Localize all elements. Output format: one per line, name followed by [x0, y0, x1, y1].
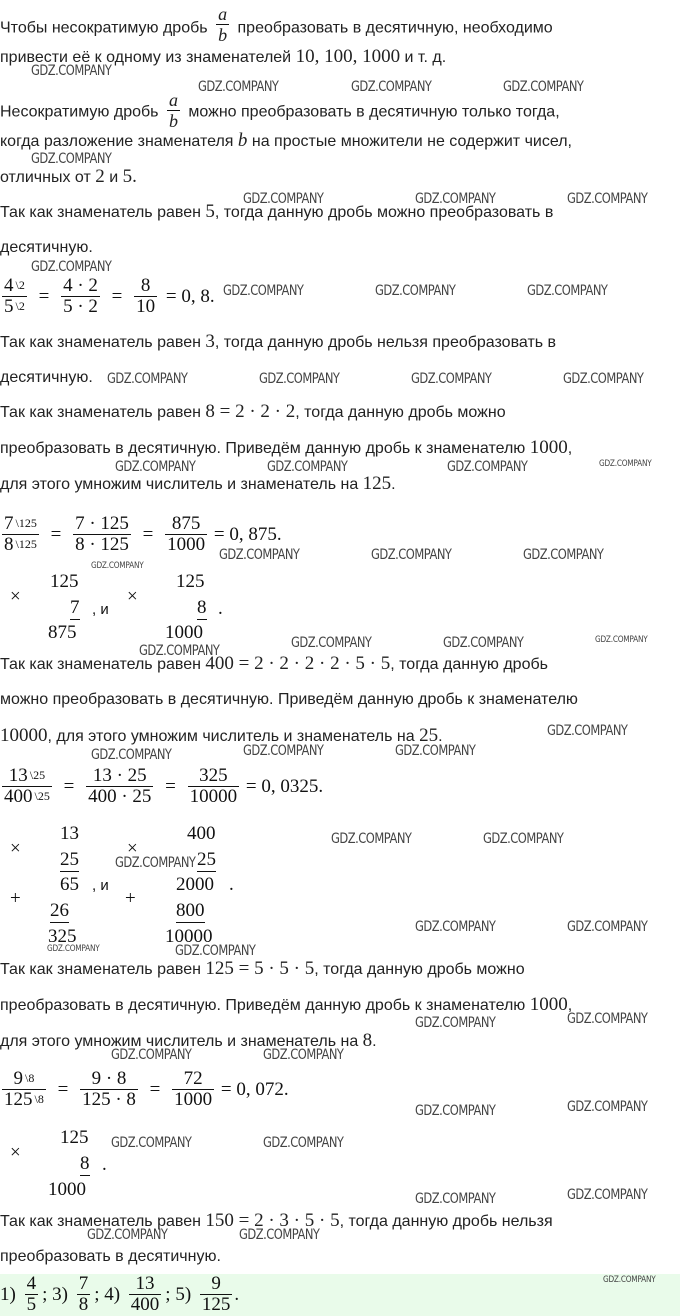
times-sign: × — [127, 838, 138, 859]
watermark: GDZ.COMPANY — [263, 1135, 344, 1151]
fraction — [172, 1069, 214, 1110]
text: , тогда данную дробь можно — [314, 961, 525, 978]
fraction — [2, 1069, 46, 1110]
value: 125 — [4, 1089, 33, 1110]
watermark: GDZ.COMPANY — [111, 1047, 192, 1063]
product: 1000 — [165, 622, 203, 643]
text: Так как знаменатель равен — [0, 1213, 201, 1230]
watermark: GDZ.COMPANY — [567, 1099, 648, 1115]
factor: 400 — [187, 823, 216, 844]
times-sign: × — [10, 1142, 21, 1163]
watermark: GDZ.COMPANY — [415, 1103, 496, 1119]
case4-line-2: можно преобразовать в десятичную. Приведём данную дробь к знаменателю — [0, 691, 578, 708]
watermark: GDZ.COMPANY — [443, 635, 524, 651]
text: можно преобразовать в десятичную только тогда, — [188, 103, 560, 121]
fraction — [2, 514, 39, 555]
factor: 8 — [80, 1153, 90, 1174]
plus-sign: + — [10, 888, 21, 909]
text: , тогда данную дробь можно преобразовать в — [214, 204, 554, 221]
multiplier: \125 — [15, 537, 37, 551]
watermark: GDZ.COMPANY — [411, 371, 492, 387]
intro-line-4 — [0, 131, 572, 152]
case5-line-2 — [0, 995, 572, 1016]
numerator: 875 — [171, 513, 201, 534]
text: Так как знаменатель равен — [0, 334, 201, 351]
watermark: GDZ.COMPANY — [503, 79, 584, 95]
factor: 125 — [50, 571, 79, 592]
times-sign: × — [10, 838, 21, 859]
numerator — [2, 276, 27, 296]
watermark: GDZ.COMPANY — [567, 919, 648, 935]
watermark: GDZ.COMPANY — [351, 79, 432, 95]
case3-line-3 — [0, 474, 396, 495]
multiplier: \8 — [34, 1092, 44, 1106]
text: , — [567, 440, 573, 457]
fraction — [61, 276, 100, 317]
denominator — [2, 786, 52, 807]
product: 875 — [48, 622, 77, 643]
result: = 0, 875. — [213, 523, 282, 545]
watermark: GDZ.COMPANY — [259, 371, 340, 387]
watermark: GDZ.COMPANY — [415, 1191, 496, 1207]
case3-line-2 — [0, 438, 572, 459]
math: 125 = 5 · 5 · 5 — [205, 958, 315, 979]
math: 400 = 2 · 2 · 2 · 2 · 5 · 5 — [205, 653, 391, 674]
numerator: 13 · 25 — [92, 765, 147, 786]
text: и — [109, 169, 119, 186]
item-number: ; 5) — [165, 1283, 192, 1305]
math: 125 — [362, 473, 392, 494]
text: , тогда данную дробь можно — [295, 404, 506, 421]
watermark: GDZ.COMPANY — [567, 191, 648, 207]
text: Чтобы несократимую дробь — [0, 19, 208, 37]
conjunction: , и — [92, 877, 109, 894]
watermark: GDZ.COMPANY — [567, 1187, 648, 1203]
fraction-a-over-b — [167, 90, 180, 131]
dot: . — [102, 1154, 107, 1175]
watermark: GDZ.COMPANY — [31, 63, 112, 79]
watermark: GDZ.COMPANY — [243, 191, 324, 207]
watermark: GDZ.COMPANY — [291, 635, 372, 651]
plus-sign: + — [125, 888, 136, 909]
product: 1000 — [48, 1179, 86, 1200]
watermark: GDZ.COMPANY — [111, 1135, 192, 1151]
math: 25 — [419, 725, 439, 746]
answer-box — [0, 1274, 680, 1316]
watermark: GDZ.COMPANY — [115, 459, 196, 475]
numerator: 325 — [199, 765, 228, 786]
product: 10000 — [165, 926, 213, 947]
denominator: 8 — [78, 1294, 89, 1315]
denominator — [2, 1089, 46, 1110]
partial-product: 65 — [60, 874, 79, 895]
text: , тогда данную дробь нельзя — [339, 1213, 553, 1230]
fraction — [86, 766, 153, 807]
watermark: GDZ.COMPANY — [547, 723, 628, 739]
text: . — [438, 728, 443, 745]
text: преобразовать в десятичную, необходимо — [237, 19, 553, 37]
math: 8 — [362, 1030, 373, 1051]
times-sign: × — [127, 586, 138, 607]
fraction — [134, 276, 157, 317]
partial-product: 2000 — [176, 874, 214, 895]
times-sign: × — [10, 586, 21, 607]
watermark: GDZ.COMPANY — [415, 1015, 496, 1031]
case1-equation: $\frac{4 ^{\backslash 2}}{5 ^{\backslash 2}}$ = $\frac{4 \cdot 2}{5 \cdot 2}$ = $\frac{8}{10}$ = 0, 8. — [4, 275, 215, 317]
math: 1000 — [529, 994, 568, 1015]
result: = 0, 072. — [220, 1078, 289, 1100]
numerator: 8 — [140, 275, 151, 296]
dot: . — [218, 598, 223, 619]
watermark: GDZ.COMPANY — [47, 944, 100, 954]
fraction — [129, 1274, 162, 1315]
multiplier: \8 — [25, 1071, 35, 1085]
text: на простые множители не содержит чисел, — [251, 133, 572, 150]
answer-line — [0, 1274, 239, 1315]
math: 10000 — [0, 725, 48, 746]
case4-equation: $\frac{13 ^{\backslash 25}}{400 ^{\backslash 25}}$ = $\frac{13 \cdot 25}{400 \cdot 25}$ = $\frac{325}{10000}$ = 0, 0325. — [4, 765, 324, 807]
conjunction: , и — [92, 601, 109, 618]
case4-line-3 — [0, 726, 443, 747]
watermark: GDZ.COMPANY — [243, 743, 324, 759]
value: 5 — [4, 296, 14, 317]
factor: 125 — [60, 1127, 89, 1148]
watermark: GDZ.COMPANY — [563, 371, 644, 387]
intro-line-5 — [0, 167, 137, 188]
denominator: 125 — [201, 1294, 231, 1315]
watermark: GDZ.COMPANY — [139, 643, 220, 659]
value: 9 — [13, 1068, 23, 1089]
watermark: GDZ.COMPANY — [595, 635, 648, 645]
partial-product: 26 — [50, 900, 69, 921]
watermark: GDZ.COMPANY — [198, 79, 279, 95]
watermark: GDZ.COMPANY — [331, 831, 412, 847]
value: 8 — [4, 534, 14, 555]
watermark: GDZ.COMPANY — [267, 459, 348, 475]
factor: 25 — [60, 849, 79, 870]
denominator: 5 · 2 — [63, 296, 98, 317]
text: когда разложение знаменателя — [0, 133, 234, 150]
text: преобразовать в десятичную. Приведём данную дробь к знаменателю — [0, 440, 526, 457]
math: 1000 — [529, 437, 568, 458]
denominator: 10 — [136, 296, 156, 317]
watermark: GDZ.COMPANY — [263, 1047, 344, 1063]
intro-line-3 — [0, 92, 560, 133]
watermark: GDZ.COMPANY — [415, 191, 496, 207]
case5-line-1 — [0, 959, 525, 980]
numerator: a — [218, 4, 228, 24]
factor: 7 — [70, 597, 80, 618]
numerator — [2, 1069, 46, 1089]
result: = 0, 0325. — [245, 775, 324, 797]
text: для этого умножим числитель и знаменатель на — [0, 476, 359, 493]
numerator — [2, 514, 39, 534]
product: 325 — [48, 926, 77, 947]
text: и т. д. — [404, 49, 447, 66]
math: . — [132, 166, 137, 187]
watermark: GDZ.COMPANY — [371, 547, 452, 563]
text: Так как знаменатель равен — [0, 204, 201, 221]
numerator: 7 · 125 — [75, 513, 129, 534]
watermark: GDZ.COMPANY — [523, 547, 604, 563]
text: , для этого умножим числитель и знаменатель на — [47, 728, 415, 745]
denominator: 10000 — [189, 786, 238, 807]
fraction — [80, 1069, 138, 1110]
value: 4 — [4, 275, 14, 296]
watermark: GDZ.COMPANY — [603, 1275, 656, 1285]
factor: 125 — [176, 571, 205, 592]
math: 150 = 2 · 3 · 5 · 5 — [205, 1210, 340, 1231]
watermark: GDZ.COMPANY — [375, 283, 456, 299]
watermark: GDZ.COMPANY — [87, 1227, 168, 1243]
multiplier: \2 — [15, 299, 25, 313]
denominator: 400 — [130, 1294, 160, 1315]
text: для этого умножим числитель и знаменатель на — [0, 1033, 359, 1050]
case3-line-1 — [0, 402, 506, 423]
watermark: GDZ.COMPANY — [31, 259, 112, 275]
watermark: GDZ.COMPANY — [395, 743, 476, 759]
case2-line-1 — [0, 332, 556, 353]
text: , — [567, 997, 573, 1014]
value: 7 — [4, 513, 14, 534]
denominator: 5 — [26, 1294, 37, 1315]
denominator: 125 · 8 — [82, 1089, 136, 1110]
watermark: GDZ.COMPANY — [567, 1011, 648, 1027]
math: 3 — [205, 331, 215, 352]
result: = 0, 8. — [165, 285, 215, 307]
watermark: GDZ.COMPANY — [107, 371, 188, 387]
fraction — [200, 1274, 233, 1315]
numerator: 9 · 8 — [91, 1068, 127, 1089]
text: привести её к одному из знаменателей — [0, 49, 292, 66]
watermark: GDZ.COMPANY — [219, 547, 300, 563]
fraction — [25, 1274, 39, 1315]
text: , тогда данную дробь нельзя преобразовать в — [214, 334, 557, 351]
partial-product: 800 — [176, 900, 205, 921]
denominator: 400 · 25 — [88, 786, 152, 807]
fraction — [2, 766, 52, 807]
multiplier: \25 — [34, 789, 50, 803]
case2-line-2: десятичную. — [0, 369, 93, 386]
numerator: a — [168, 90, 178, 110]
case4-line-1 — [0, 654, 548, 675]
watermark: GDZ.COMPANY — [527, 283, 608, 299]
denominator: 1000 — [167, 534, 206, 555]
numerator: 4 — [26, 1273, 37, 1294]
watermark: GDZ.COMPANY — [223, 283, 304, 299]
text: . — [372, 1033, 377, 1050]
watermark: GDZ.COMPANY — [91, 747, 172, 763]
math: 5 — [122, 166, 133, 187]
case6-line-2: преобразовать в десятичную. — [0, 1248, 221, 1265]
watermark: GDZ.COMPANY — [239, 1227, 320, 1243]
numerator: 72 — [183, 1068, 203, 1089]
text: , тогда данную дробь — [390, 656, 548, 673]
text: Так как знаменатель равен — [0, 961, 201, 978]
numerator: 9 — [211, 1273, 221, 1294]
dot: . — [234, 1283, 240, 1305]
fraction — [2, 276, 27, 317]
watermark: GDZ.COMPANY — [447, 459, 528, 475]
multiplier: \25 — [29, 768, 46, 782]
text: преобразовать в десятичную. Приведём данную дробь к знаменателю — [0, 997, 526, 1014]
denominator: b — [168, 111, 178, 131]
watermark: GDZ.COMPANY — [483, 831, 564, 847]
watermark: GDZ.COMPANY — [115, 855, 196, 871]
watermark: GDZ.COMPANY — [31, 151, 112, 167]
factor: 8 — [197, 597, 207, 618]
case5-equation: $\frac{9 ^{\backslash 8}}{125 ^{\backslash 8}}$ = $\frac{9 \cdot 8}{125 \cdot 8}$ = $\frac{72}{1000}$ = 0, 072. — [4, 1068, 289, 1110]
fraction — [73, 514, 131, 555]
math: 8 = 2 · 2 · 2 — [205, 401, 296, 422]
text: . — [391, 476, 396, 493]
numerator: 7 — [78, 1273, 89, 1294]
watermark: GDZ.COMPANY — [599, 459, 652, 469]
case3-equation: $\frac{7 ^{\backslash 125}}{8 ^{\backslash 125}}$ = $\frac{7 \cdot 125}{8 \cdot 125}$ = $\frac{875}{1000}$ = 0, 875. — [4, 513, 282, 555]
denominator — [2, 534, 39, 555]
watermark: GDZ.COMPANY — [91, 561, 144, 571]
watermark: GDZ.COMPANY — [415, 919, 496, 935]
fraction-a-over-b — [216, 4, 229, 45]
text: Несократимую дробь — [0, 103, 159, 121]
watermark: GDZ.COMPANY — [175, 943, 256, 959]
fraction — [188, 766, 240, 807]
fraction — [165, 514, 207, 555]
math: 2 — [95, 166, 105, 187]
multiplier: \2 — [15, 278, 25, 292]
text: Так как знаменатель равен — [0, 656, 201, 673]
value: 13 — [8, 765, 28, 786]
text: Так как знаменатель равен — [0, 404, 201, 421]
math: b — [237, 130, 248, 151]
numerator — [2, 766, 52, 786]
math: 5 — [205, 201, 215, 222]
intro-line-1 — [0, 4, 553, 49]
item-number: ; 3) — [42, 1283, 68, 1305]
fraction — [77, 1274, 91, 1315]
denominator — [2, 296, 27, 317]
multiplier: \125 — [15, 516, 37, 530]
value: 400 — [4, 786, 33, 807]
dot: . — [229, 874, 234, 895]
numerator: 13 — [135, 1273, 155, 1294]
numerator: 4 · 2 — [63, 275, 98, 296]
item-number: ; 4) — [94, 1283, 121, 1305]
denominator: 1000 — [174, 1089, 213, 1110]
factor: 25 — [197, 849, 216, 870]
denominator: 8 · 125 — [75, 534, 129, 555]
item-number: 1) — [0, 1283, 16, 1305]
factor: 13 — [60, 823, 79, 844]
math: 10, 100, 1000 — [295, 46, 401, 67]
text: отличных от — [0, 169, 91, 186]
denominator: b — [218, 25, 228, 45]
case1-line-2: десятичную. — [0, 239, 93, 256]
